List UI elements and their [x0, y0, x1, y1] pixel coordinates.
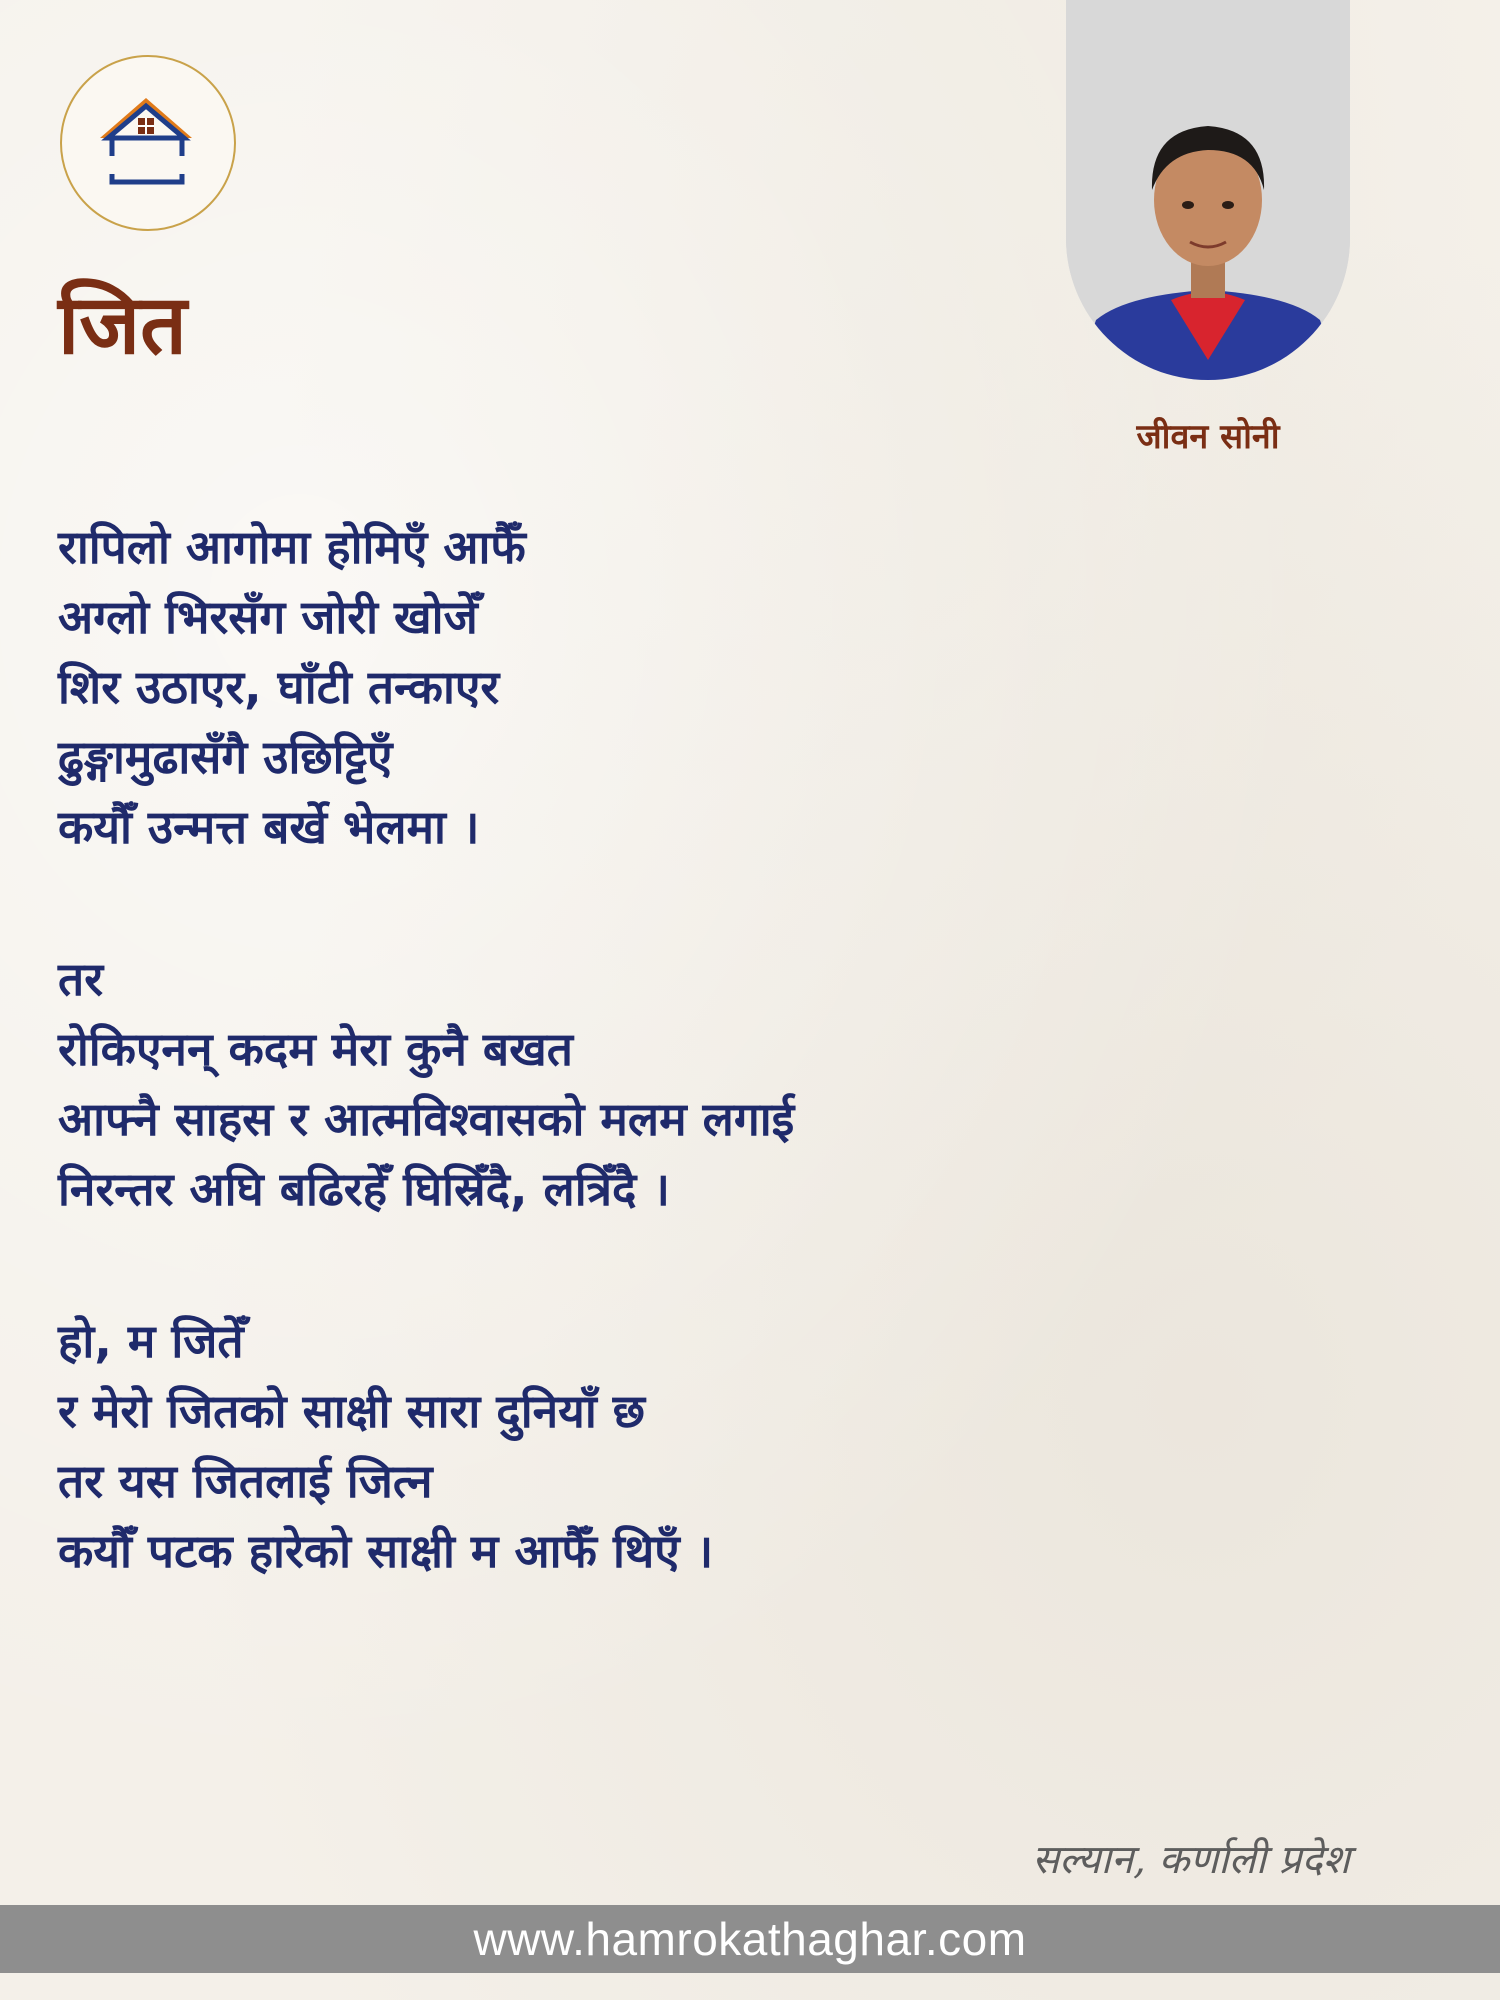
stanza-3	[58, 1306, 1058, 1586]
footer-bar	[0, 1905, 1500, 1973]
author-portrait-icon	[1066, 0, 1350, 380]
poem-line: र मेरो जितको साक्षी सारा दुनियाँ छ	[58, 1384, 645, 1438]
site-logo	[60, 55, 236, 231]
stanza-2	[58, 944, 1058, 1224]
poem-line: रापिलो आगोमा होमिएँ आफैँ	[58, 520, 526, 574]
author-photo	[1066, 0, 1350, 380]
poem-title: जित	[58, 278, 187, 373]
poem-line: शिर उठाएर, घाँटी तन्काएर	[58, 660, 500, 714]
poem-line: निरन्तर अघि बढिरहेँ घिस्रिँदै, लत्रिँदै ।	[58, 1162, 670, 1216]
poem-line: रोकिएनन् कदम मेरा कुनै बखत	[58, 1022, 573, 1076]
stanza-1	[58, 512, 1058, 862]
house-logo-icon	[88, 88, 208, 198]
poem-line: आफ्नै साहस र आत्मविश्वासको मलम लगाई	[58, 1092, 795, 1146]
website-link[interactable]: www.hamrokathaghar.com	[473, 1913, 1027, 1965]
author-name: जीवन सोनी	[1136, 417, 1280, 457]
author-location: सल्यान, कर्णाली प्रदेश	[1032, 1837, 1350, 1883]
poem-line: तर यस जितलाई जित्न	[58, 1454, 433, 1508]
poem-line: कयौँ उन्मत्त बर्खे भेलमा ।	[58, 800, 480, 854]
poem-body	[58, 512, 1058, 1668]
poem-line: ढुङ्गामुढासँगै उछिट्टिएँ	[58, 730, 393, 784]
poem-line: कयौँ पटक हारेको साक्षी म आफैँ थिएँ ।	[58, 1524, 714, 1578]
poem-line: हो, म जितेँ	[58, 1314, 244, 1368]
poem-line: तर	[58, 952, 104, 1006]
poem-line: अग्लो भिरसँग जोरी खोजेँ	[58, 590, 478, 644]
